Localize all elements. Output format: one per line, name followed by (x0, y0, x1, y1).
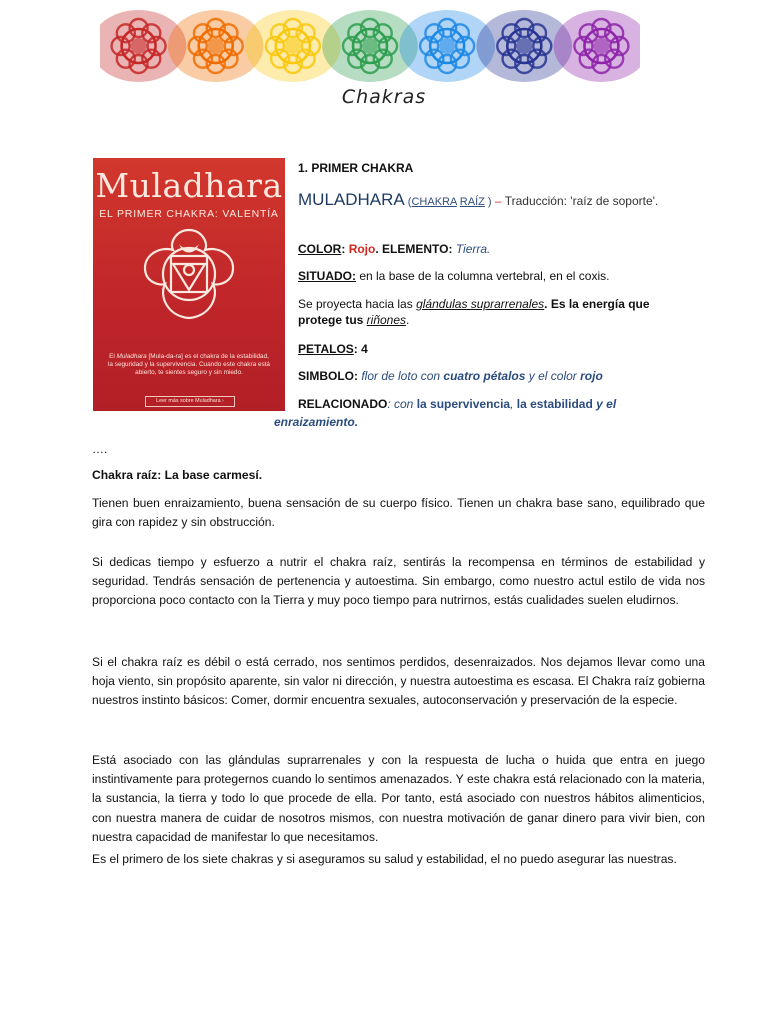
color-value: Rojo (348, 242, 376, 256)
petalos-label: PETALOS (298, 342, 354, 356)
translation-text: Traducción: 'raíz de soporte'. (504, 194, 659, 208)
glandulas-link[interactable]: glándulas suprarrenales (416, 297, 545, 311)
relacionado-label: RELACIONADO (298, 397, 388, 411)
situado-label: SITUADO: (298, 269, 356, 283)
ellipsis: …. (92, 442, 108, 456)
chakra-name-line: MULADHARA (CHAKRA RAÍZ ) – Traducción: 'raíz de soporte'. (298, 190, 659, 209)
chakra-link[interactable]: CHAKRA (411, 196, 457, 208)
relacionado-continuation: enraizamiento. (274, 415, 359, 429)
poster-read-more-button[interactable]: Leer más sobre Muladhara › (145, 396, 235, 407)
paragraph-2: Si dedicas tiempo y esfuerzo a nutrir el chakra raíz, sentirás la recompensa en términos de estabilidad y seguridad. Tendrás sensación de pertenencia y autoestima. Sin embargo, como nuestro actul estilo de vida nos proporciona poco contacto con la Tierra y muy poco tiempo para nutrirnos, estás cualidades suelen eludirnos. (92, 555, 705, 608)
chakra-symbol-icon (554, 10, 640, 82)
raiz-link[interactable]: RAÍZ (459, 196, 485, 208)
chakra-name: MULADHARA (298, 190, 405, 209)
paragraph-1: Tienen buen enraizamiento, buena sensación de su cuerpo físico. Tienen un chakra base sano, equilibrado que gira con rapidez y sin obstrucción. (92, 496, 705, 530)
muladhara-symbol-icon (139, 224, 239, 324)
simbolo-label: SIMBOLO: (298, 369, 358, 383)
relacionado-line: RELACIONADO: con la supervivencia, la estabilidad y el (298, 397, 617, 411)
poster-title: Muladhara (95, 166, 283, 205)
poster-description: El Muladhara [Mula-da-ra] es el chakra de la estabilidad, la seguridad y la supervivencia. Cuando este chakra está abierto, te sientes seguro y sin miedo. (108, 353, 270, 376)
section-heading: 1. PRIMER CHAKRA (298, 161, 414, 175)
petalos-line (298, 341, 368, 357)
paragraph-5: Es el primero de los siete chakras y si aseguramos su salud y estabilidad, el no puedo asegurar las nuestras. (92, 852, 677, 866)
proyecta-text: Se proyecta hacia las glándulas suprarrenales. Es la energía que protege tus riñones. (298, 297, 650, 327)
situado-line (298, 268, 609, 284)
situado-value: en la base de la columna vertebral, en el coxis. (356, 269, 610, 283)
elemento-label: ELEMENTO: (382, 242, 453, 256)
elemento-value: Tierra. (452, 242, 491, 256)
petalos-value: : 4 (353, 342, 368, 356)
poster-subtitle: EL PRIMER CHAKRA: VALENTÍA (99, 208, 279, 220)
paragraph-4: Está asociado con las glándulas suprarrenales y con la respuesta de lucha o huida que entra en juego instintivamente para protegernos cuando lo sentimos amenazados. Y este chakra está relacionado con la materia, la sustancia, la tierra y todo lo que procede de ella. Por tanto, está asociado con nuestros hábitos alimenticios, con nuestra manera de cuidar de nosotros mismos, con nuestra motivación de ganar dinero para vivir bien, con nuestra capacidad de manifestar lo que necesitamos. (92, 753, 705, 844)
color-label: COLOR (298, 242, 342, 256)
simbolo-line: SIMBOLO: flor de loto con cuatro pétalos y el color rojo (298, 369, 603, 383)
body-subtitle: Chakra raíz: La base carmesí. (92, 468, 263, 482)
chakra-symbols-banner (100, 8, 640, 88)
muladhara-poster-image (93, 158, 285, 411)
paragraph-3: Si el chakra raíz es débil o está cerrado, nos sentimos perdidos, desenraizados. Nos dejamos llevar como una hoja viento, sin propósito aparente, sin valor ni dirección, y nuestra autoestima es escasa. El Chakra raíz gobierna nuestros instinto básicos: Comer, dormir encuentra sexuales, autoconservación y preservación de la especie. (92, 655, 705, 708)
rinones-link[interactable]: riñones (366, 313, 407, 327)
document-title: Chakras (341, 86, 427, 108)
color-element-line: COLOR: Rojo. ELEMENTO: Tierra. (298, 242, 491, 256)
